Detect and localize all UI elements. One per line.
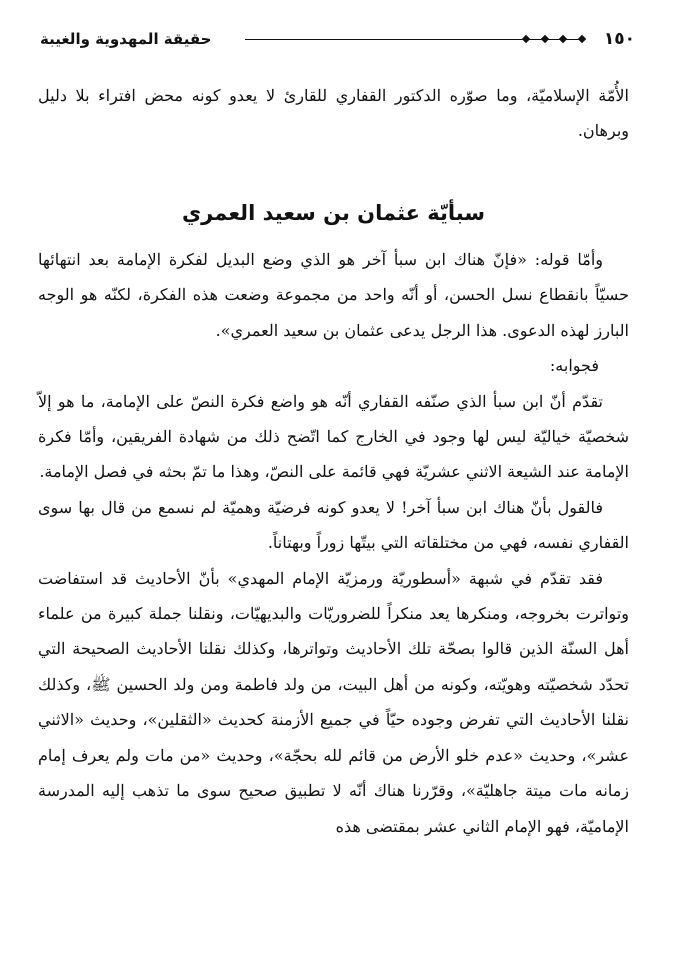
intro-paragraph: الأُمّة الإسلاميّة، وما صوّره الدكتور القفاري للقارئ لا يعدو كونه محض افتراء بلا دليل وبرهان. <box>38 86 629 141</box>
intro-block <box>38 78 629 149</box>
quote-paragraph: وأمّا قوله: «فإنّ هناك ابن سبأ آخر هو الذي وضع البديل لفكرة الإمامة بعد انتهائها حسيّاً بانقطاع نسل الحسن، أو أنّه واحد من مجموعة وضعت هذه الفكرة، لكنّه هو الوجه البارز لهذه الدعوى. هذا الرجل يدعى عثمان بن سعيد العمري». <box>38 250 629 340</box>
page-number: ١٥٠ <box>603 29 635 49</box>
body-paragraph: تقدّم أنّ ابن سبأ الذي صنّفه القفاري أنّه هو واضع فكرة النصّ على الإمامة، ما هو إلاّ شخصيّة خياليّة ليس لها وجود في الخارج كما اتّضح ذلك من شهادة الفريقين، وأمّا فكرة الإمامة عند الشيعة الاثني عشريّة فهي قائمة على النصّ، وهذا ما تمّ بحثه في فصل الإمامة. <box>38 391 629 482</box>
section-title: سبأيّة عثمان بن سعيد العمري <box>181 201 486 225</box>
running-header <box>40 24 635 54</box>
main-text-block <box>38 242 629 844</box>
header-rule <box>245 39 583 40</box>
book-title: حقيقة المهدوية والغيبة <box>40 30 212 48</box>
body-paragraph: فقد تقدّم في شبهة «أسطوريّة ورمزيّة الإمام المهدي» بأنّ الأحاديث قد استفاضت وتواترت بخروجه، ومنكرها يعد منكراً للضروريّات والبديهيّات، ونقلنا جملة كبيرة من علماء أهل السنّة الذين قالوا بصحّة تلك الأحاديث وتواترها، وكذلك نقلنا الأحاديث الصحيحة التي تحدّد شخصيّته وهويّته، وكونه من أهل البيت، من ولد فاطمة ومن ولد الحسين ﷺ، وكذلك نقلنا الأحاديث التي تفرض وجوده حيّاً في جميع الأزمنة كحديث «الثقلين»، وحديث «الاثني عشر»، وحديث «عدم خلو الأرض من قائم لله بحجّة»، وحديث «من مات ولم يعرف إمام زمانه مات ميتة جاهليّة»، وقرّرنا هناك أنّه لا تطبيق صحيح سوى ما تذهب إليه المدرسة الإماميّة، فهو الإمام الثاني عشر بمقتضى هذه <box>38 568 629 836</box>
body-paragraph: فالقول بأنّ هناك ابن سبأ آخر! لا يعدو كونه فرضيّة وهميّة لم نسمع من قال بها سوى القفاري نفسه، فهي من مختلقاته التي بيتّها زوراً وبهتاناً. <box>38 497 629 553</box>
reply-label: فجوابه: <box>549 356 599 376</box>
